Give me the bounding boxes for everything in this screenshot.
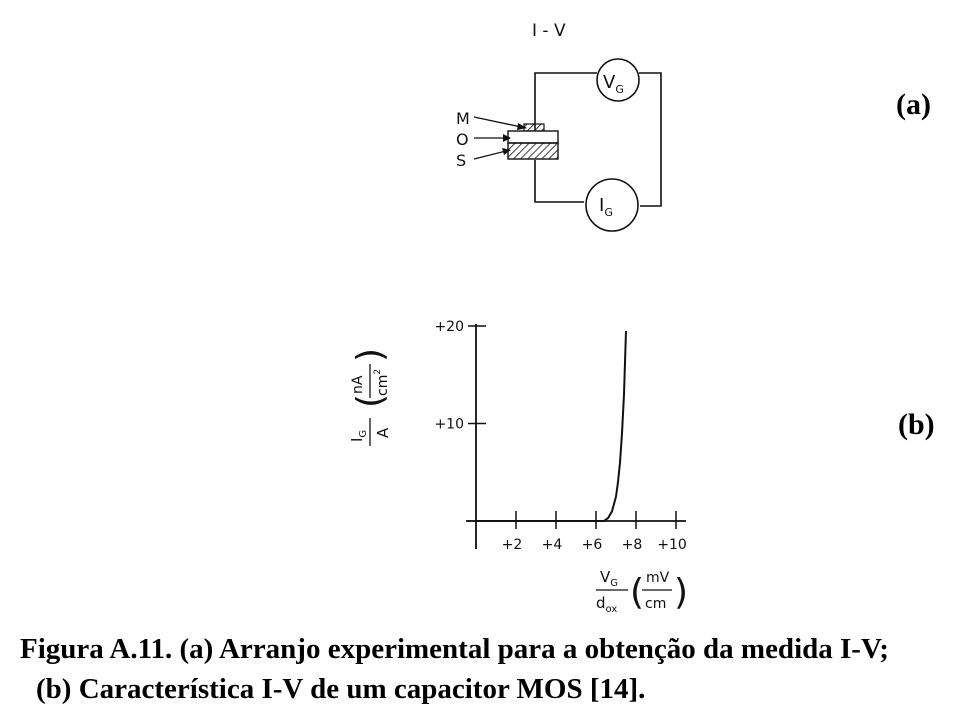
chart-axes xyxy=(466,324,686,549)
caption-line-2: (b) Característica I-V de um capacitor MOS [14]. xyxy=(36,673,646,705)
x-tick-label: +2 xyxy=(501,537,523,553)
circuit-title: I - V xyxy=(532,21,566,41)
xlabel-denominator: $d_{ox}$ xyxy=(596,594,618,615)
layer-label-m: M xyxy=(456,109,470,128)
caption-line-1: Figura A.11. (a) Arranjo experimental para a obtenção da medida I-V; xyxy=(20,633,889,665)
x-tick-label: +8 xyxy=(621,537,643,553)
xlabel-open-paren: ( xyxy=(630,572,645,613)
y-axis-label xyxy=(348,348,392,446)
xlabel-close-paren: ) xyxy=(674,572,689,613)
ylabel-unit-denominator: $cm^2$ xyxy=(373,368,391,396)
ylabel-denominator: A xyxy=(374,427,392,438)
xlabel-unit-numerator: mV xyxy=(646,570,670,586)
x-axis-label xyxy=(596,568,688,615)
iv-curve xyxy=(476,331,626,521)
chart-ticks xyxy=(434,319,686,553)
panel-label-a: (a) xyxy=(896,88,931,121)
ammeter-label: $I_G$ xyxy=(599,195,613,219)
x-tick-label: +4 xyxy=(541,537,563,553)
layer-label-o: O xyxy=(456,130,469,149)
y-tick-label: +10 xyxy=(434,416,464,433)
xlabel-unit-denominator: cm xyxy=(645,596,667,612)
ylabel-open-paren: ( xyxy=(350,393,391,408)
ylabel-unit-numerator: nA xyxy=(350,375,366,394)
xlabel-numerator: $V_G$ xyxy=(600,568,619,589)
ylabel-close-paren: ) xyxy=(350,347,391,362)
layer-label-s: S xyxy=(456,151,467,170)
x-tick-label: +6 xyxy=(581,537,603,553)
y-tick-label: +20 xyxy=(434,319,464,335)
x-tick-label: +10 xyxy=(657,537,687,553)
panel-label-b: (b) xyxy=(898,408,935,441)
voltmeter-label: $V_G$ xyxy=(603,72,624,96)
ylabel-numerator: $I_G$ xyxy=(348,429,369,442)
